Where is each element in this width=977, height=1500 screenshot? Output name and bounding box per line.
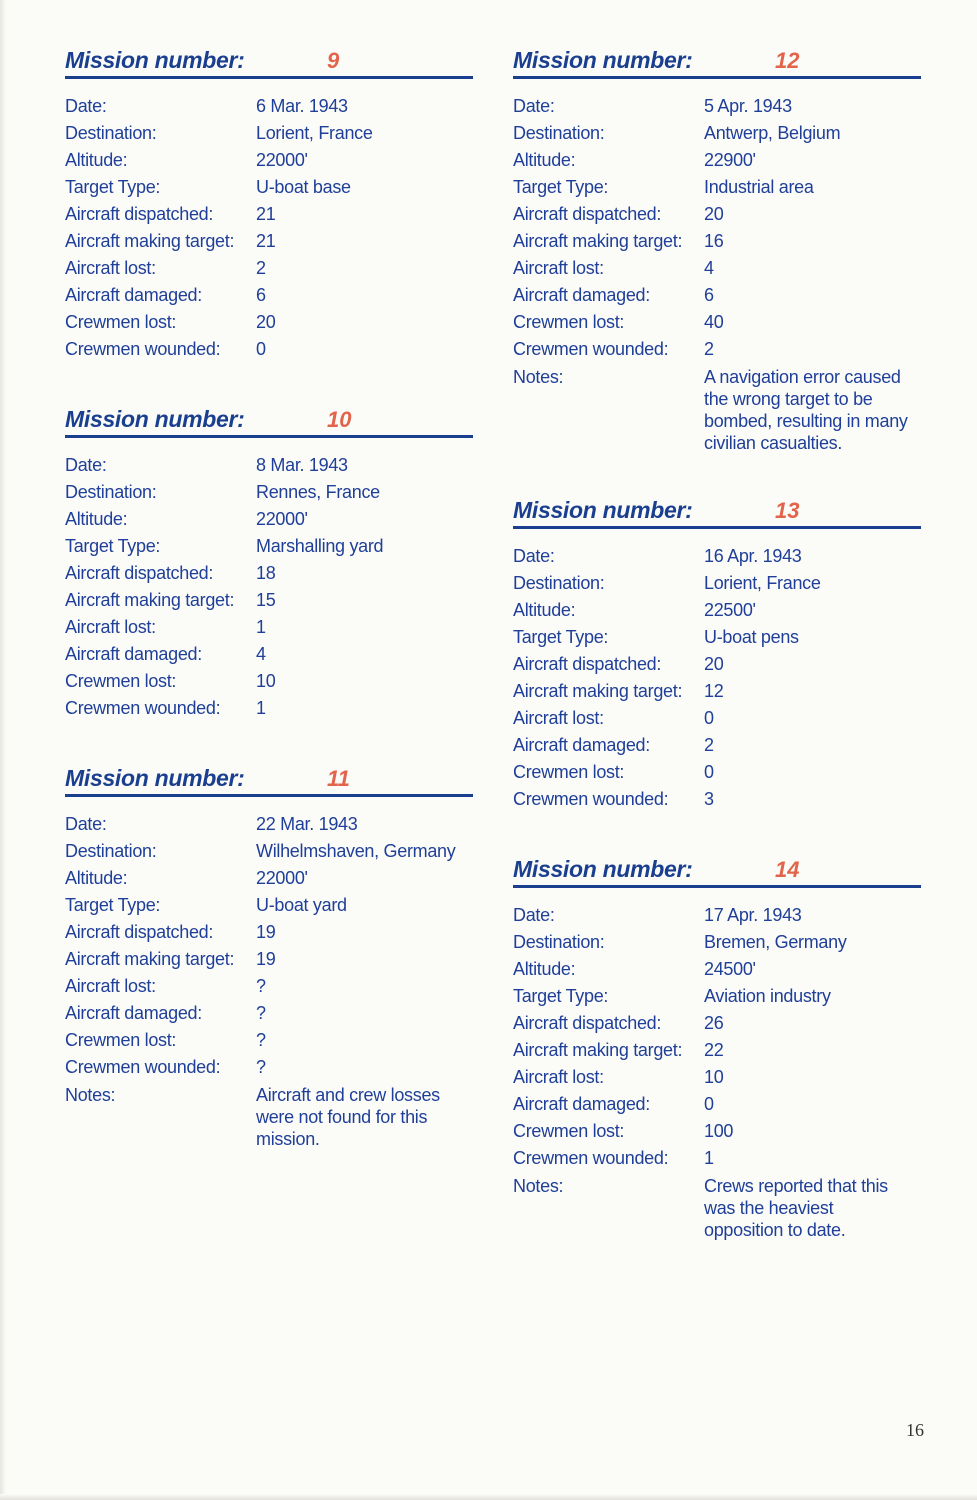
aircraft-lost-label: Aircraft lost: [65, 258, 156, 278]
mission-number: 11 [327, 766, 350, 791]
target-type-label: Target Type: [65, 895, 161, 915]
aircraft-making-target-row [65, 228, 473, 255]
crewmen-lost-value: 0 [704, 762, 714, 782]
target-type-row [65, 174, 473, 201]
mission-details [513, 902, 921, 1241]
mission-number-label: Mission number: [513, 47, 693, 73]
aircraft-damaged-label: Aircraft damaged: [65, 1003, 202, 1023]
crewmen-wounded-label: Crewmen wounded: [65, 698, 221, 718]
destination-row [65, 479, 473, 506]
aircraft-dispatched-label: Aircraft dispatched: [513, 204, 662, 224]
altitude-label: Altitude: [65, 868, 128, 888]
target-type-value: Marshalling yard [256, 536, 384, 556]
date-label: Date: [65, 455, 107, 475]
page-number: 16 [906, 1420, 924, 1440]
crewmen-wounded-label: Crewmen wounded: [65, 339, 221, 359]
mission-header [513, 44, 921, 79]
date-label: Date: [513, 546, 555, 566]
target-type-label: Target Type: [65, 177, 161, 197]
crewmen-wounded-value: 3 [704, 789, 714, 809]
mission-details [65, 452, 473, 722]
crewmen-wounded-label: Crewmen wounded: [65, 1057, 221, 1077]
aircraft-making-target-label: Aircraft making target: [65, 590, 235, 610]
notes-row [65, 1084, 473, 1150]
crewmen-lost-row [513, 1118, 921, 1145]
date-value: 6 Mar. 1943 [256, 96, 348, 116]
date-value: 22 Mar. 1943 [256, 814, 358, 834]
aircraft-lost-value: 2 [256, 258, 266, 278]
crewmen-lost-label: Crewmen lost: [65, 1030, 177, 1050]
aircraft-lost-value: 10 [704, 1067, 724, 1087]
aircraft-damaged-row [513, 1091, 921, 1118]
mission-details [513, 543, 921, 813]
altitude-value: 22000' [256, 868, 308, 888]
crewmen-lost-value: 10 [256, 671, 276, 691]
mission-header [65, 44, 473, 79]
altitude-value: 24500' [704, 959, 756, 979]
aircraft-dispatched-value: 20 [704, 654, 724, 674]
notes-row [513, 366, 921, 454]
aircraft-dispatched-label: Aircraft dispatched: [513, 1013, 662, 1033]
target-type-row [65, 892, 473, 919]
mission-number-label: Mission number: [65, 47, 245, 73]
notes-value: Aircraft and crew losses were not found for this mission. [256, 1085, 440, 1149]
aircraft-making-target-row [513, 228, 921, 255]
date-row [513, 902, 921, 929]
aircraft-lost-row [65, 255, 473, 282]
aircraft-making-target-row [513, 1037, 921, 1064]
destination-row [513, 929, 921, 956]
mission-card-13 [513, 494, 921, 813]
aircraft-damaged-row [65, 641, 473, 668]
date-label: Date: [513, 905, 555, 925]
aircraft-dispatched-value: 18 [256, 563, 276, 583]
left-column [65, 44, 473, 1190]
mission-header [513, 494, 921, 529]
altitude-row [513, 597, 921, 624]
aircraft-making-target-row [65, 587, 473, 614]
aircraft-damaged-label: Aircraft damaged: [513, 735, 650, 755]
aircraft-dispatched-value: 19 [256, 922, 276, 942]
aircraft-damaged-label: Aircraft damaged: [65, 285, 202, 305]
crewmen-wounded-value: 0 [256, 339, 266, 359]
crewmen-wounded-label: Crewmen wounded: [513, 339, 669, 359]
target-type-label: Target Type: [513, 627, 609, 647]
aircraft-lost-row [513, 705, 921, 732]
page-edge [0, 0, 6, 1500]
date-label: Date: [65, 814, 107, 834]
crewmen-wounded-value: 1 [256, 698, 266, 718]
aircraft-making-target-label: Aircraft making target: [513, 1040, 683, 1060]
altitude-row [513, 147, 921, 174]
mission-number-label: Mission number: [513, 856, 693, 882]
mission-number-label: Mission number: [513, 497, 693, 523]
altitude-label: Altitude: [65, 150, 128, 170]
mission-number-label: Mission number: [65, 406, 245, 432]
mission-details [65, 811, 473, 1150]
mission-card-9 [65, 44, 473, 363]
aircraft-dispatched-row [65, 919, 473, 946]
aircraft-lost-row [65, 614, 473, 641]
target-type-value: Industrial area [704, 177, 814, 197]
altitude-row [65, 147, 473, 174]
destination-value: Lorient, France [704, 573, 821, 593]
crewmen-lost-label: Crewmen lost: [513, 762, 625, 782]
aircraft-dispatched-row [65, 560, 473, 587]
aircraft-making-target-label: Aircraft making target: [65, 949, 235, 969]
aircraft-damaged-value: 6 [704, 285, 714, 305]
destination-label: Destination: [513, 123, 605, 143]
mission-card-10 [65, 403, 473, 722]
date-row [65, 811, 473, 838]
date-label: Date: [65, 96, 107, 116]
aircraft-lost-value: ? [256, 976, 266, 996]
crewmen-wounded-label: Crewmen wounded: [513, 789, 669, 809]
crewmen-wounded-value: 2 [704, 339, 714, 359]
destination-label: Destination: [513, 573, 605, 593]
crewmen-lost-label: Crewmen lost: [65, 312, 177, 332]
altitude-label: Altitude: [513, 150, 576, 170]
aircraft-dispatched-label: Aircraft dispatched: [65, 563, 214, 583]
date-row [65, 93, 473, 120]
altitude-label: Altitude: [65, 509, 128, 529]
target-type-row [513, 983, 921, 1010]
mission-number: 13 [775, 498, 800, 523]
crewmen-wounded-row [513, 336, 921, 363]
aircraft-making-target-row [513, 678, 921, 705]
aircraft-dispatched-row [513, 201, 921, 228]
aircraft-making-target-row [65, 946, 473, 973]
target-type-row [513, 624, 921, 651]
altitude-row [65, 506, 473, 533]
date-label: Date: [513, 96, 555, 116]
mission-number: 9 [327, 48, 340, 73]
aircraft-dispatched-value: 26 [704, 1013, 724, 1033]
destination-value: Antwerp, Belgium [704, 123, 841, 143]
target-type-label: Target Type: [65, 536, 161, 556]
aircraft-damaged-row [65, 282, 473, 309]
altitude-label: Altitude: [513, 600, 576, 620]
date-value: 5 Apr. 1943 [704, 96, 792, 116]
crewmen-wounded-row [65, 1054, 473, 1081]
notes-value: Crews reported that this was the heaviest opposition to date. [704, 1176, 888, 1240]
aircraft-lost-label: Aircraft lost: [513, 258, 604, 278]
altitude-row [513, 956, 921, 983]
destination-value: Wilhelmshaven, Germany [256, 841, 456, 861]
aircraft-making-target-label: Aircraft making target: [65, 231, 235, 251]
altitude-label: Altitude: [513, 959, 576, 979]
altitude-value: 22000' [256, 150, 308, 170]
mission-card-12 [513, 44, 921, 454]
aircraft-dispatched-row [513, 1010, 921, 1037]
aircraft-making-target-label: Aircraft making target: [513, 681, 683, 701]
aircraft-lost-label: Aircraft lost: [65, 976, 156, 996]
aircraft-making-target-value: 16 [704, 231, 724, 251]
crewmen-wounded-value: 1 [704, 1148, 714, 1168]
aircraft-dispatched-row [65, 201, 473, 228]
destination-value: Bremen, Germany [704, 932, 847, 952]
destination-label: Destination: [65, 482, 157, 502]
aircraft-lost-value: 1 [256, 617, 266, 637]
aircraft-damaged-value: ? [256, 1003, 266, 1023]
notes-label: Notes: [513, 1176, 564, 1196]
altitude-value: 22000' [256, 509, 308, 529]
aircraft-damaged-row [513, 282, 921, 309]
target-type-row [513, 174, 921, 201]
aircraft-making-target-label: Aircraft making target: [513, 231, 683, 251]
aircraft-dispatched-label: Aircraft dispatched: [65, 922, 214, 942]
aircraft-lost-value: 0 [704, 708, 714, 728]
crewmen-wounded-value: ? [256, 1057, 266, 1077]
aircraft-lost-row [65, 973, 473, 1000]
date-row [513, 543, 921, 570]
aircraft-damaged-value: 6 [256, 285, 266, 305]
altitude-row [65, 865, 473, 892]
aircraft-damaged-label: Aircraft damaged: [65, 644, 202, 664]
date-value: 16 Apr. 1943 [704, 546, 802, 566]
aircraft-damaged-value: 2 [704, 735, 714, 755]
page-edge-bottom [0, 1494, 977, 1500]
target-type-label: Target Type: [513, 177, 609, 197]
mission-number: 10 [327, 407, 352, 432]
destination-row [513, 120, 921, 147]
aircraft-dispatched-value: 20 [704, 204, 724, 224]
crewmen-lost-value: ? [256, 1030, 266, 1050]
aircraft-lost-row [513, 255, 921, 282]
date-value: 17 Apr. 1943 [704, 905, 802, 925]
mission-card-11 [65, 762, 473, 1150]
crewmen-wounded-row [513, 1145, 921, 1172]
mission-number: 12 [775, 48, 800, 73]
crewmen-wounded-row [65, 336, 473, 363]
aircraft-lost-label: Aircraft lost: [513, 1067, 604, 1087]
aircraft-making-target-value: 15 [256, 590, 276, 610]
destination-value: Lorient, France [256, 123, 373, 143]
notes-row [513, 1175, 921, 1241]
aircraft-damaged-label: Aircraft damaged: [513, 1094, 650, 1114]
crewmen-wounded-row [513, 786, 921, 813]
aircraft-damaged-row [513, 732, 921, 759]
date-row [513, 93, 921, 120]
notes-label: Notes: [513, 367, 564, 387]
crewmen-lost-label: Crewmen lost: [65, 671, 177, 691]
aircraft-dispatched-label: Aircraft dispatched: [513, 654, 662, 674]
crewmen-lost-label: Crewmen lost: [513, 1121, 625, 1141]
aircraft-damaged-label: Aircraft damaged: [513, 285, 650, 305]
notes-value: A navigation error caused the wrong target to be bombed, resulting in many civilian casualties. [704, 367, 908, 453]
target-type-row [65, 533, 473, 560]
crewmen-lost-label: Crewmen lost: [513, 312, 625, 332]
crewmen-lost-value: 20 [256, 312, 276, 332]
mission-details [513, 93, 921, 454]
destination-label: Destination: [513, 932, 605, 952]
target-type-label: Target Type: [513, 986, 609, 1006]
mission-details [65, 93, 473, 363]
date-row [65, 452, 473, 479]
aircraft-damaged-row [65, 1000, 473, 1027]
crewmen-lost-row [65, 668, 473, 695]
mission-header [513, 853, 921, 888]
destination-label: Destination: [65, 123, 157, 143]
aircraft-damaged-value: 0 [704, 1094, 714, 1114]
altitude-value: 22900' [704, 150, 756, 170]
target-type-value: U-boat yard [256, 895, 347, 915]
aircraft-dispatched-value: 21 [256, 204, 276, 224]
aircraft-making-target-value: 22 [704, 1040, 724, 1060]
target-type-value: U-boat base [256, 177, 351, 197]
crewmen-lost-row [513, 309, 921, 336]
destination-row [513, 570, 921, 597]
date-value: 8 Mar. 1943 [256, 455, 348, 475]
crewmen-lost-value: 40 [704, 312, 724, 332]
aircraft-making-target-value: 21 [256, 231, 276, 251]
mission-header [65, 403, 473, 438]
crewmen-wounded-label: Crewmen wounded: [513, 1148, 669, 1168]
crewmen-wounded-row [65, 695, 473, 722]
mission-number: 14 [775, 857, 800, 882]
aircraft-lost-label: Aircraft lost: [513, 708, 604, 728]
mission-header [65, 762, 473, 797]
crewmen-lost-value: 100 [704, 1121, 734, 1141]
mission-number-label: Mission number: [65, 765, 245, 791]
aircraft-damaged-value: 4 [256, 644, 266, 664]
aircraft-dispatched-label: Aircraft dispatched: [65, 204, 214, 224]
aircraft-making-target-value: 12 [704, 681, 724, 701]
mission-card-14 [513, 853, 921, 1241]
destination-row [65, 120, 473, 147]
aircraft-lost-label: Aircraft lost: [65, 617, 156, 637]
notes-label: Notes: [65, 1085, 116, 1105]
altitude-value: 22500' [704, 600, 756, 620]
aircraft-lost-value: 4 [704, 258, 714, 278]
target-type-value: Aviation industry [704, 986, 831, 1006]
aircraft-dispatched-row [513, 651, 921, 678]
crewmen-lost-row [513, 759, 921, 786]
destination-value: Rennes, France [256, 482, 380, 502]
aircraft-making-target-value: 19 [256, 949, 276, 969]
target-type-value: U-boat pens [704, 627, 799, 647]
crewmen-lost-row [65, 309, 473, 336]
right-column [513, 44, 921, 1281]
destination-row [65, 838, 473, 865]
crewmen-lost-row [65, 1027, 473, 1054]
destination-label: Destination: [65, 841, 157, 861]
aircraft-lost-row [513, 1064, 921, 1091]
